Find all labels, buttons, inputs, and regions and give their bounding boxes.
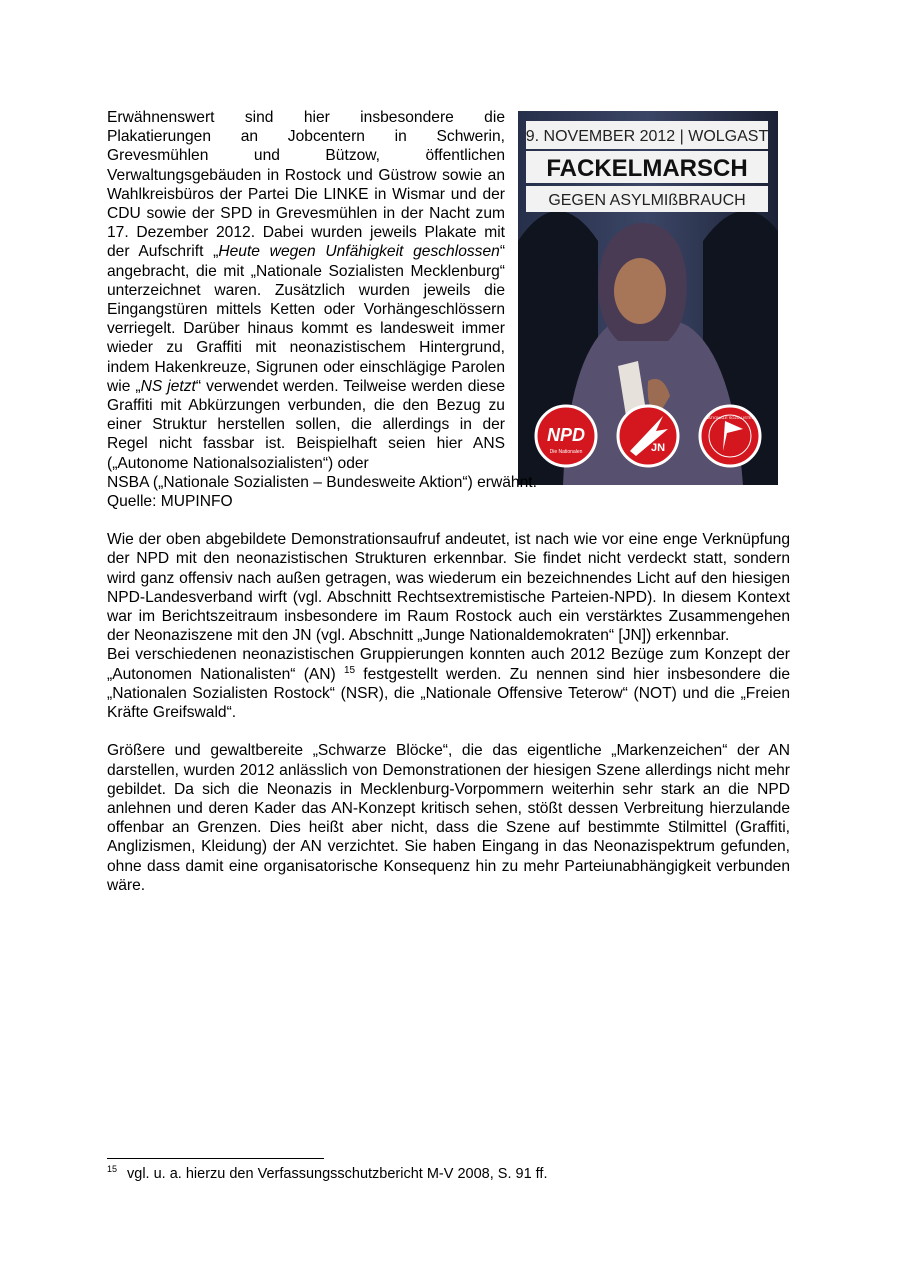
intro-last-line: NSBA („Nationale Sozialisten – Bundesweite Aktion“) erwähnt. bbox=[107, 473, 537, 491]
npd-logo-text: NPD bbox=[546, 425, 586, 445]
npd-logo-subtext: Die Nationalen bbox=[549, 449, 583, 455]
intro-text-1: Erwähnenswert sind hier insbesondere die Plakatierungen an Jobcentern in Schwerin, Grevesmühlen und Bützow, öffentlichen Verwaltungsgebäuden in Rostock und Güstrow sowie an Wahlkreisbüros der Partei Die LINKE in Wismar und der CDU sowie der SPD in Grevesmühlen in der Nacht zum 17. Dezember 2012. Dabei wurden jeweils Plakate mit der Aufschrift „ bbox=[107, 109, 505, 261]
intro-text-3: “ verwendet werden. Teilweise werden diese Graffiti mit Abkürzungen verbunden, die den Bezug zu einer Struktur herstellen sollen, die allerdings in der Regel nicht fassbar ist. Beispielhaft seien hier ANS („Autonome Nationalsozialisten“) oder bbox=[107, 377, 505, 472]
main-text bbox=[107, 108, 790, 895]
footnote-number: 15 bbox=[107, 1164, 118, 1175]
paragraph-npd-link: Wie der oben abgebildete Demonstrationsaufruf andeutet, ist nach wie vor eine enge Verknüpfung der NPD mit den neonazistischen Strukturen erkennbar. Sie findet nicht verdeckt statt, sondern wird ganz offensiv nach außen getragen, was wiederum ein bezeichnendes Licht auf den hiesigen NPD-Landesverband wirft (vgl. Abschnitt Rechtsextremistische Parteien-NPD). In diesem Kontext war im Berichtszeitraum insbesondere im Raum Rostock auch ein verstärktes Zusammengehen der Neonaziszene mit den JN (vgl. Abschnitt „Junge Nationaldemokraten“ [JN]) erkennbar. bbox=[107, 531, 790, 645]
intro-paragraph bbox=[107, 108, 505, 473]
banner-sub-text: GEGEN ASYLMIßBRAUCH bbox=[548, 192, 746, 209]
intro-text-2: “ angebracht, die mit „Nationale Sozialisten Mecklenburg“ unterzeichnet waren. Zusätzlich wurden jeweils die Eingangstüren mittels Ketten oder Vorhängeschlössern verriegelt. Darüber hinaus kommt es landesweit immer wieder zu Graffiti mit neonazistischem Hintergrund, indem Hakenkreuze, Sigrunen oder einschlägige Parolen wie „ bbox=[107, 243, 506, 395]
paragraph-gap bbox=[107, 722, 790, 741]
ns-logo-text: NATIONALE SOZIALISTEN bbox=[705, 415, 755, 420]
intro-quote-2: NS jetzt bbox=[140, 377, 196, 395]
footnote-separator bbox=[107, 1158, 324, 1159]
intro-quote-1: Heute wegen Unfähigkeit geschlossen bbox=[218, 243, 500, 261]
jn-logo-text: JN bbox=[650, 442, 666, 454]
source-line: Quelle: MUPINFO bbox=[107, 493, 233, 511]
banner-top-text: 9. NOVEMBER 2012 | WOLGAST bbox=[525, 128, 769, 145]
paragraph-schwarze-bloecke: Größere und gewaltbereite „Schwarze Blöcke“, die das eigentliche „Markenzeichen“ der AN darstellen, wurden 2012 anlässlich von Demonstrationen der hiesigen Szene allerdings nicht mehr gebildet. Da sich die Neonazis in Mecklenburg-Vorpommern weiterhin sehr stark an die NPD anlehnen und deren Kader das AN-Konzept kritisch sehen, stößt dessen Verbreitung hierzulande offenbar an Grenzen. Dies heißt aber nicht, dass die Szene auf bestimmte Stilmittel (Graffiti, Anglizismen, Kleidung) der AN verzichtet. Sie haben Eingang in das Neonazispektrum gefunden, ohne dass damit eine organisatorische Konsequenz hin zu mehr Parteiunabhängigkeit verbunden wäre. bbox=[107, 742, 790, 894]
paragraph-an-text-2: festgestellt werden. Zu nennen sind hier insbesondere die „Nationalen Sozialisten Rostock“ (NSR), die „Nationale Offensive Teterow“ (NOT) und die „Freien Kräfte Greifswald“. bbox=[107, 665, 790, 722]
footnote-reference[interactable]: 15 bbox=[343, 664, 356, 676]
banner-main-text: FACKELMARSCH bbox=[546, 155, 748, 182]
paragraph-gap bbox=[107, 511, 790, 530]
footnote-text: vgl. u. a. hierzu den Verfassungsschutzbericht M-V 2008, S. 91 ff. bbox=[127, 1166, 548, 1182]
paragraph-autonome-nationalisten bbox=[107, 645, 790, 722]
footnote bbox=[107, 1166, 547, 1182]
paragraph-an-text-1: Bei verschiedenen neonazistischen Gruppierungen konnten auch 2012 Bezüge zum Konzept der „Autonomen Nationalisten“ (AN) bbox=[107, 646, 790, 683]
